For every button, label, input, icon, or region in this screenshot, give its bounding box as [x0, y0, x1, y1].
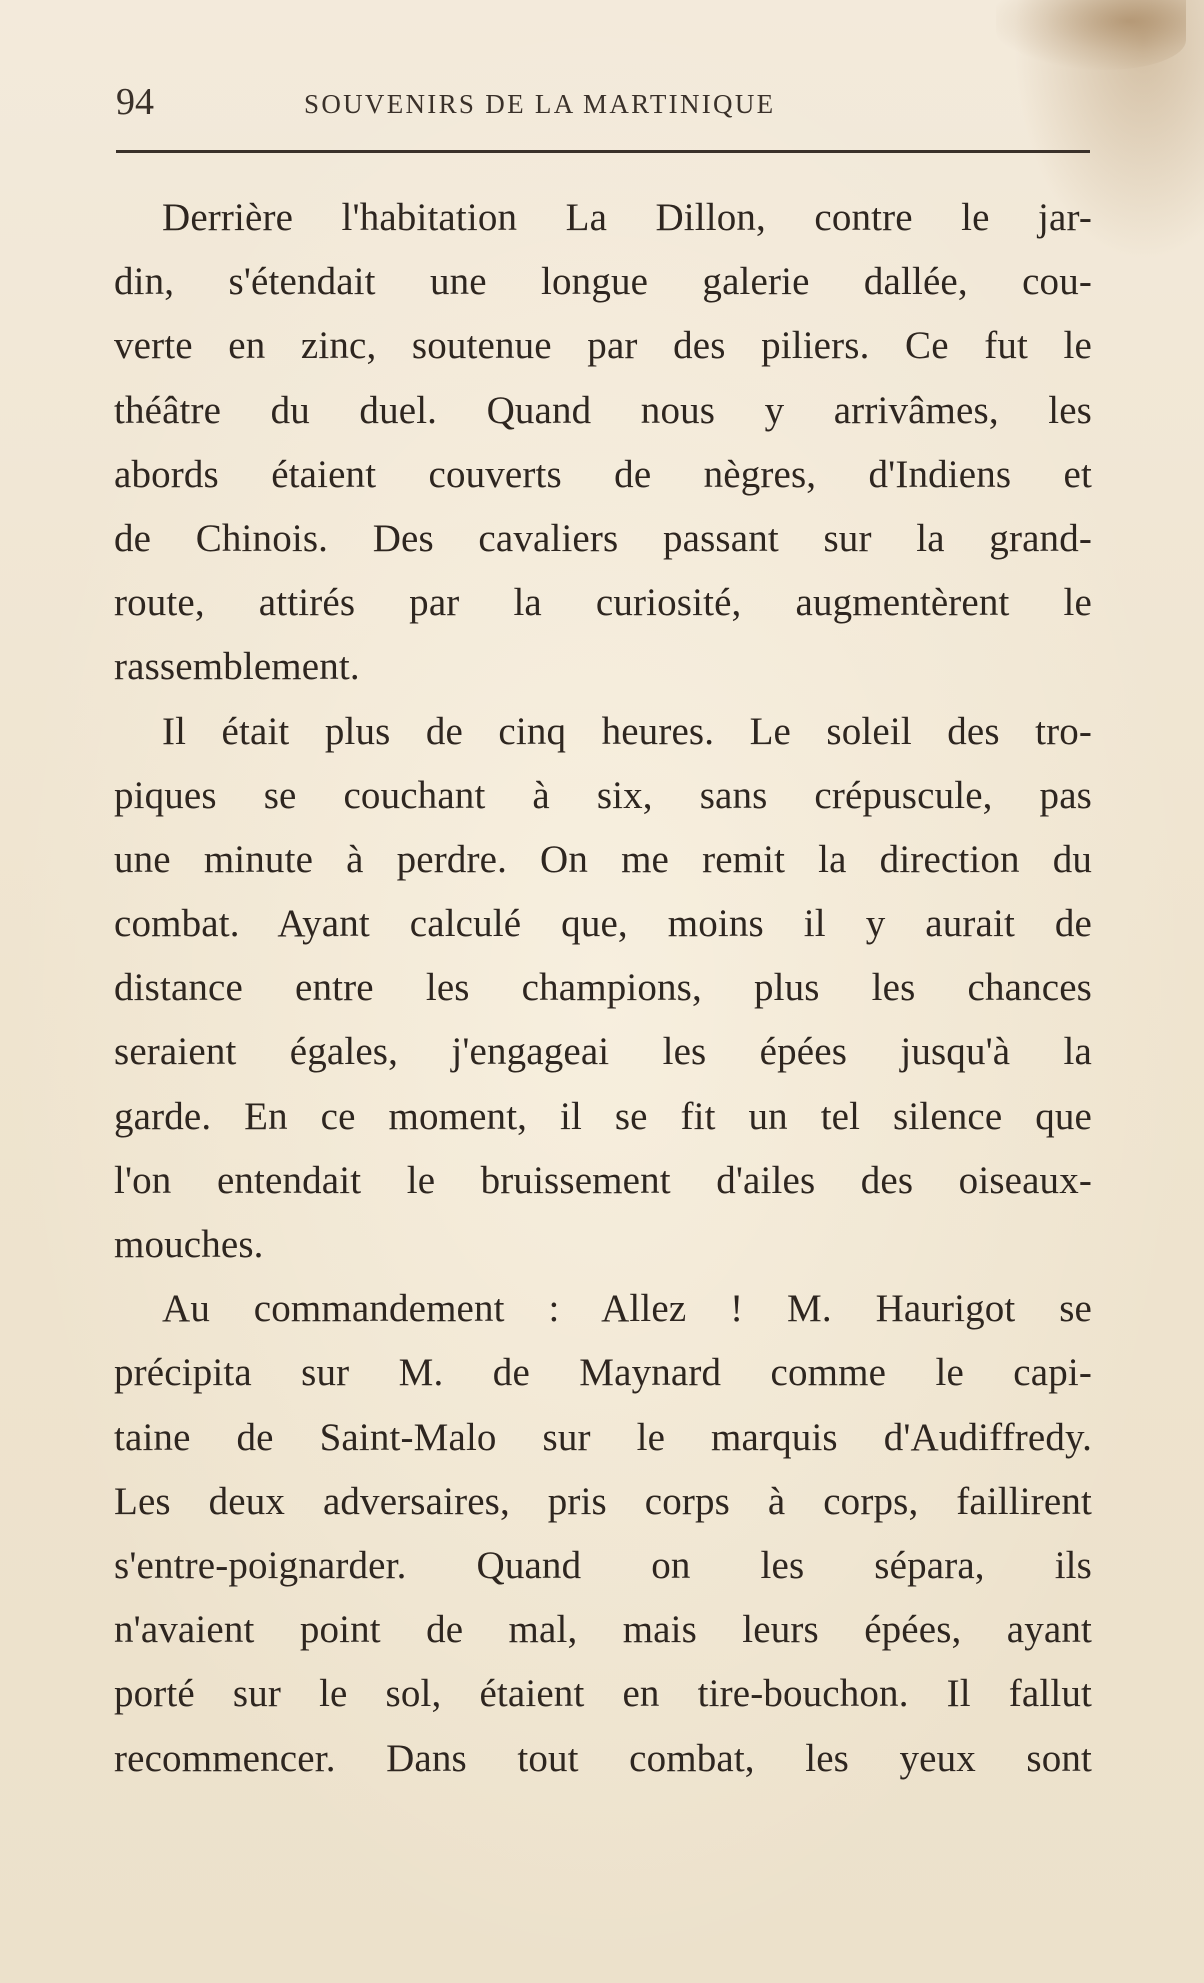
text-line: n'avaient point de mal, mais leurs épées, ayant: [114, 1608, 1092, 1652]
text-line: s'entre-poignarder. Quand on les sépara, ils: [114, 1543, 1092, 1587]
text-line: combat. Ayant calculé que, moins il y aurait de: [114, 902, 1092, 946]
text-line: route, attirés par la curiosité, augmentèrent le: [114, 581, 1092, 625]
text-line: Il était plus de cinq heures. Le soleil des tro-: [162, 709, 1092, 753]
body-text: [114, 186, 1092, 1791]
text-line: abords étaient couverts de nègres, d'Indiens et: [114, 452, 1092, 496]
text-line: recommencer. Dans tout combat, les yeux sont: [114, 1736, 1092, 1780]
text-line: mouches.: [114, 1223, 264, 1266]
text-line: rassemblement.: [114, 645, 360, 689]
text-line: garde. En ce moment, il se fit un tel silence que: [114, 1094, 1092, 1138]
page-header: [116, 76, 1090, 128]
page-number: 94: [116, 81, 154, 123]
paper-stain: [996, 0, 1186, 70]
text-line: Les deux adversaires, pris corps à corps, faillirent: [114, 1479, 1092, 1523]
text-line: théâtre du duel. Quand nous y arrivâmes, les: [114, 388, 1092, 432]
text-line: din, s'étendait une longue galerie dallée, cou-: [114, 260, 1092, 304]
text-line: distance entre les champions, plus les chances: [114, 966, 1092, 1010]
text-line: piques se couchant à six, sans crépuscule, pas: [114, 773, 1092, 817]
text-line: Derrière l'habitation La Dillon, contre le jar-: [162, 196, 1092, 239]
running-title: SOUVENIRS DE LA MARTINIQUE: [304, 89, 776, 119]
text-line: seraient égales, j'engageai les épées jusqu'à la: [114, 1030, 1092, 1074]
text-line: l'on entendait le bruissement d'ailes des oiseaux-: [114, 1158, 1092, 1202]
text-line: précipita sur M. de Maynard comme le capi-: [114, 1351, 1092, 1395]
text-line: Au commandement : Allez ! M. Haurigot se: [162, 1287, 1092, 1331]
text-line: de Chinois. Des cavaliers passant sur la grand-: [114, 516, 1092, 560]
text-line: porté sur le sol, étaient en tire-bouchon. Il fallut: [114, 1672, 1092, 1716]
text-line: taine de Saint-Malo sur le marquis d'Audiffredy.: [114, 1415, 1092, 1459]
text-line: verte en zinc, soutenue par des piliers. Ce fut le: [114, 324, 1092, 368]
text-line: une minute à perdre. On me remit la direction du: [114, 837, 1092, 881]
header-rule: [116, 150, 1090, 153]
